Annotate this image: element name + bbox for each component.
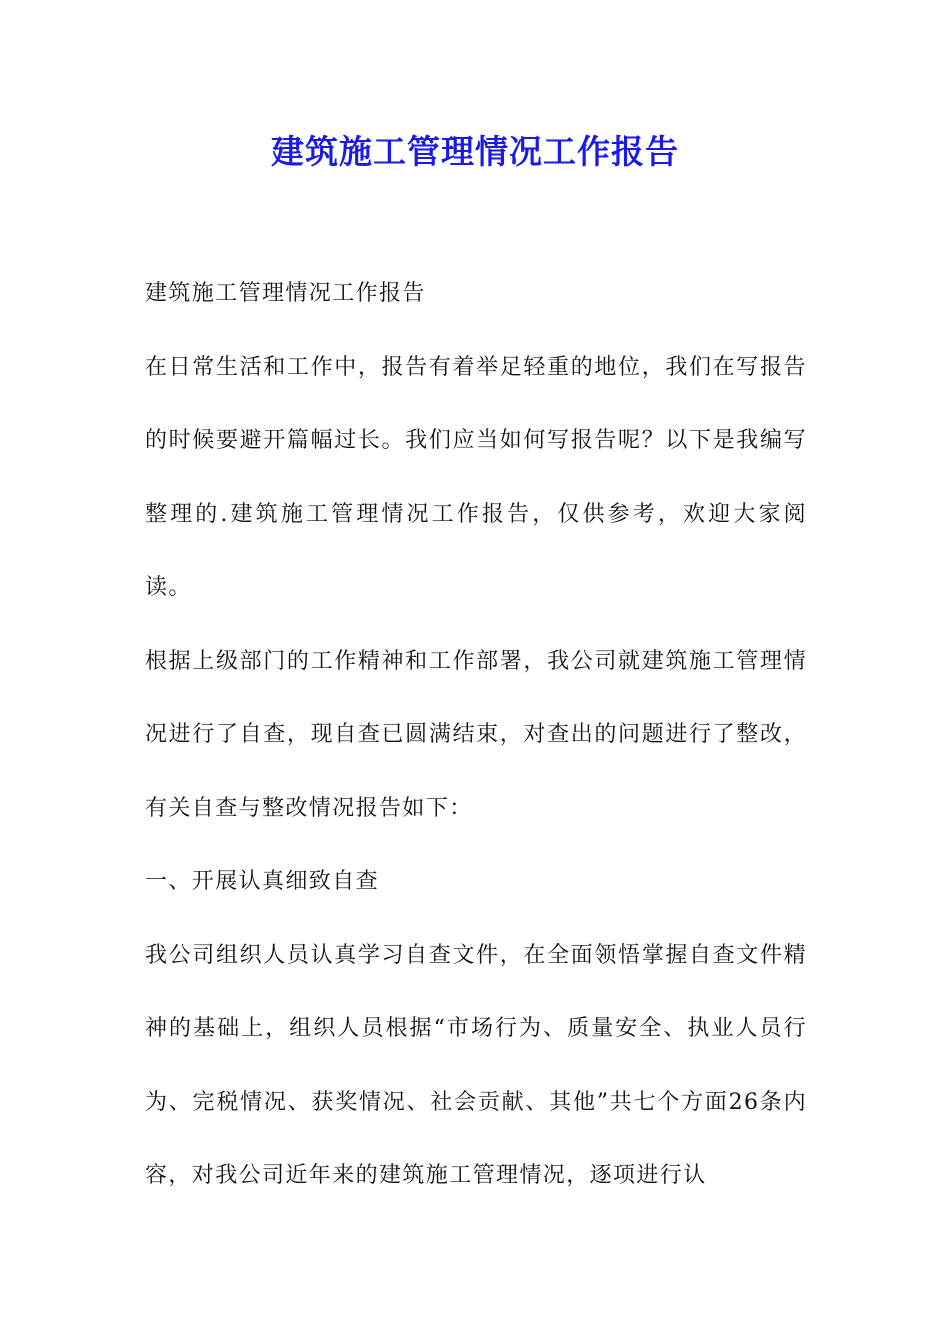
intro-paragraph: 在日常生活和工作中，报告有着举足轻重的地位，我们在写报告的时候要避开篇幅过长。我们应当如何写报告呢？以下是我编写整理的.建筑施工管理情况工作报告，仅供参考，欢迎大家阅读。 <box>145 354 807 600</box>
document-body <box>145 257 807 1213</box>
section-paragraph: 我公司组织人员认真学习自查文件，在全面领悟掌握自查文件精神的基础上，组织人员根据“市场行为、质量安全、执业人员行为、完税情况、获奖情况、社会贡献、其他”共七个方面26条内容，对我公司近年来的建筑施工管理情况，逐项进行认 <box>145 942 807 1188</box>
subtitle-paragraph: 建筑施工管理情况工作报告 <box>145 281 426 306</box>
section-heading: 一、开展认真细致自查 <box>145 869 380 894</box>
overview-paragraph: 根据上级部门的工作精神和工作部署，我公司就建筑施工管理情况进行了自查，现自查已圆满结束，对查出的问题进行了整改，有关自查与整改情况报告如下： <box>145 648 807 821</box>
document-title: 建筑施工管理情况工作报告 <box>271 132 679 171</box>
